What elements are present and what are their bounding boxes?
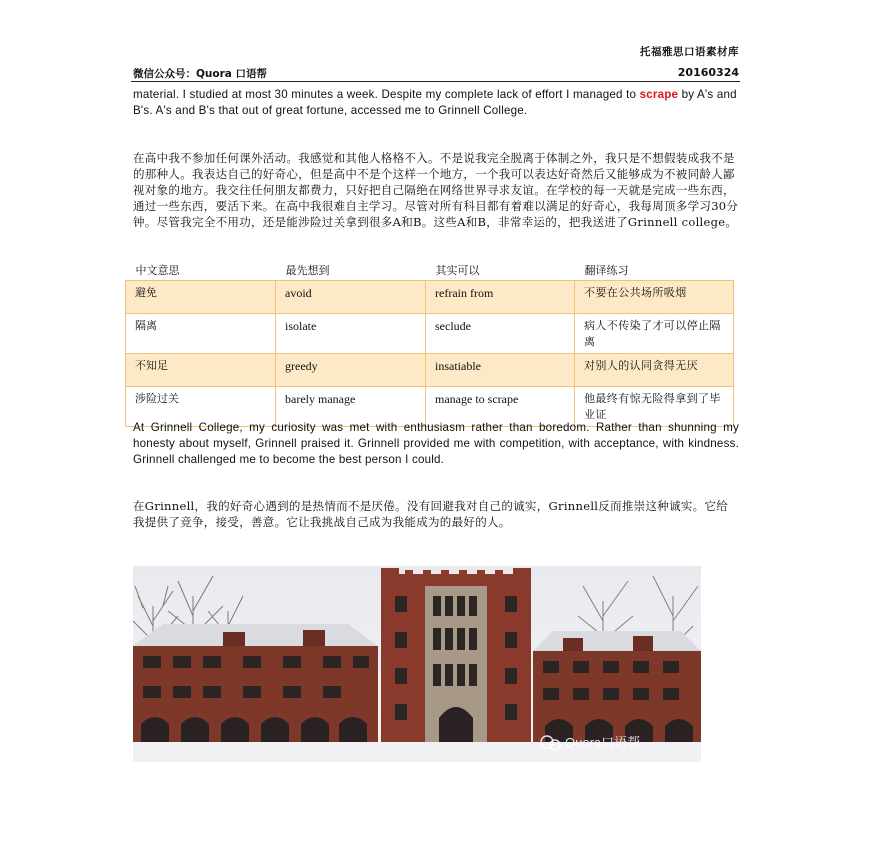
english-paragraph-2: At Grinnell College, my curiosity was met with enthusiasm rather than boredom. Rather than shunning my honesty about myself, Grinnell praised it. Grinnell provided me with competition, with acceptance, with kindness. Grinnell challenged me to become the best person I could. <box>133 421 739 466</box>
table-header-cell: 其实可以 <box>426 262 575 281</box>
table-row <box>126 314 734 354</box>
table-cell: 隔离 <box>126 314 276 354</box>
highlight-word: scrape <box>639 88 679 101</box>
para1-text-after: by A's and B's. A's and B's that out of great fortune, accessed me to Grinnell College. <box>133 88 737 117</box>
table-header-cell: 最先想到 <box>276 262 426 281</box>
chinese-paragraph-1: 在高中我不参加任何课外活动。我感觉和其他人格格不入。不是说我完全脱离于体制之外，我只是不想假装成我不是的那种人。我表达自己的好奇心，但是高中不是个这样一个地方，一个我可以表达好奇然后又能够成为不被同龄人鄙视对象的地方。我交往任何朋友都费力，只好把自己隔绝在网络世界寻求友谊。在学校的每一天就是完成一些东西，通过一些东西，要活下来。在高中我很难自主学习。尽管对所有科目都有着难以满足的好奇心，我每周顶多学习30分钟。尽管我完全不用功，还是能涉险过关拿到很多A和B。这些A和B，非常幸运的，把我送进了Grinnell college。 <box>133 151 739 229</box>
vocabulary-table <box>125 262 734 427</box>
table-cell: avoid <box>276 281 426 314</box>
table-header-cell: 中文意思 <box>126 262 276 281</box>
header-rule <box>131 81 740 82</box>
header-date: 20160324 <box>677 66 739 79</box>
table-row <box>126 354 734 387</box>
table-header-cell: 翻译练习 <box>575 262 734 281</box>
table-header-row <box>126 262 734 281</box>
table-cell: isolate <box>276 314 426 354</box>
table-cell: 他最终有惊无险得拿到了毕业证 <box>575 387 734 427</box>
table-cell: seclude <box>426 314 575 354</box>
header-wechat-account: 微信公众号：Quora 口语帮 <box>133 68 268 80</box>
table-cell: greedy <box>276 354 426 387</box>
table-cell: insatiable <box>426 354 575 387</box>
table-cell: 不要在公共场所吸烟 <box>575 281 734 314</box>
header-top-right: 托福雅思口语素材库 <box>640 46 739 58</box>
table-cell: manage to scrape <box>426 387 575 427</box>
tower-entrance-arch <box>439 707 473 746</box>
campus-building-photo <box>133 566 701 762</box>
table-cell: barely manage <box>276 387 426 427</box>
right-roof-snow <box>533 631 701 651</box>
table-cell: 避免 <box>126 281 276 314</box>
left-roof-snow <box>133 624 378 646</box>
chinese-paragraph-2: 在Grinnell，我的好奇心遇到的是热情而不是厌倦。没有回避我对自己的诚实，Grinnell反而推崇这种诚实。它给我提供了竞争，接受，善意。它让我挑战自己成为我能成为的最好的人。 <box>133 499 729 529</box>
watermark-text: Quora口语帮 <box>565 735 641 750</box>
table-cell: 不知足 <box>126 354 276 387</box>
english-paragraph-1 <box>133 87 739 119</box>
table-cell: 病人不传染了才可以停止隔离 <box>575 314 734 354</box>
table-cell: 对别人的认同贪得无厌 <box>575 354 734 387</box>
table-cell: 涉险过关 <box>126 387 276 427</box>
campus-building-illustration <box>133 566 701 762</box>
table-cell: refrain from <box>426 281 575 314</box>
para1-text-before: material. I studied at most 30 minutes a week. Despite my complete lack of effort I managed to <box>133 88 640 101</box>
table-row <box>126 281 734 314</box>
